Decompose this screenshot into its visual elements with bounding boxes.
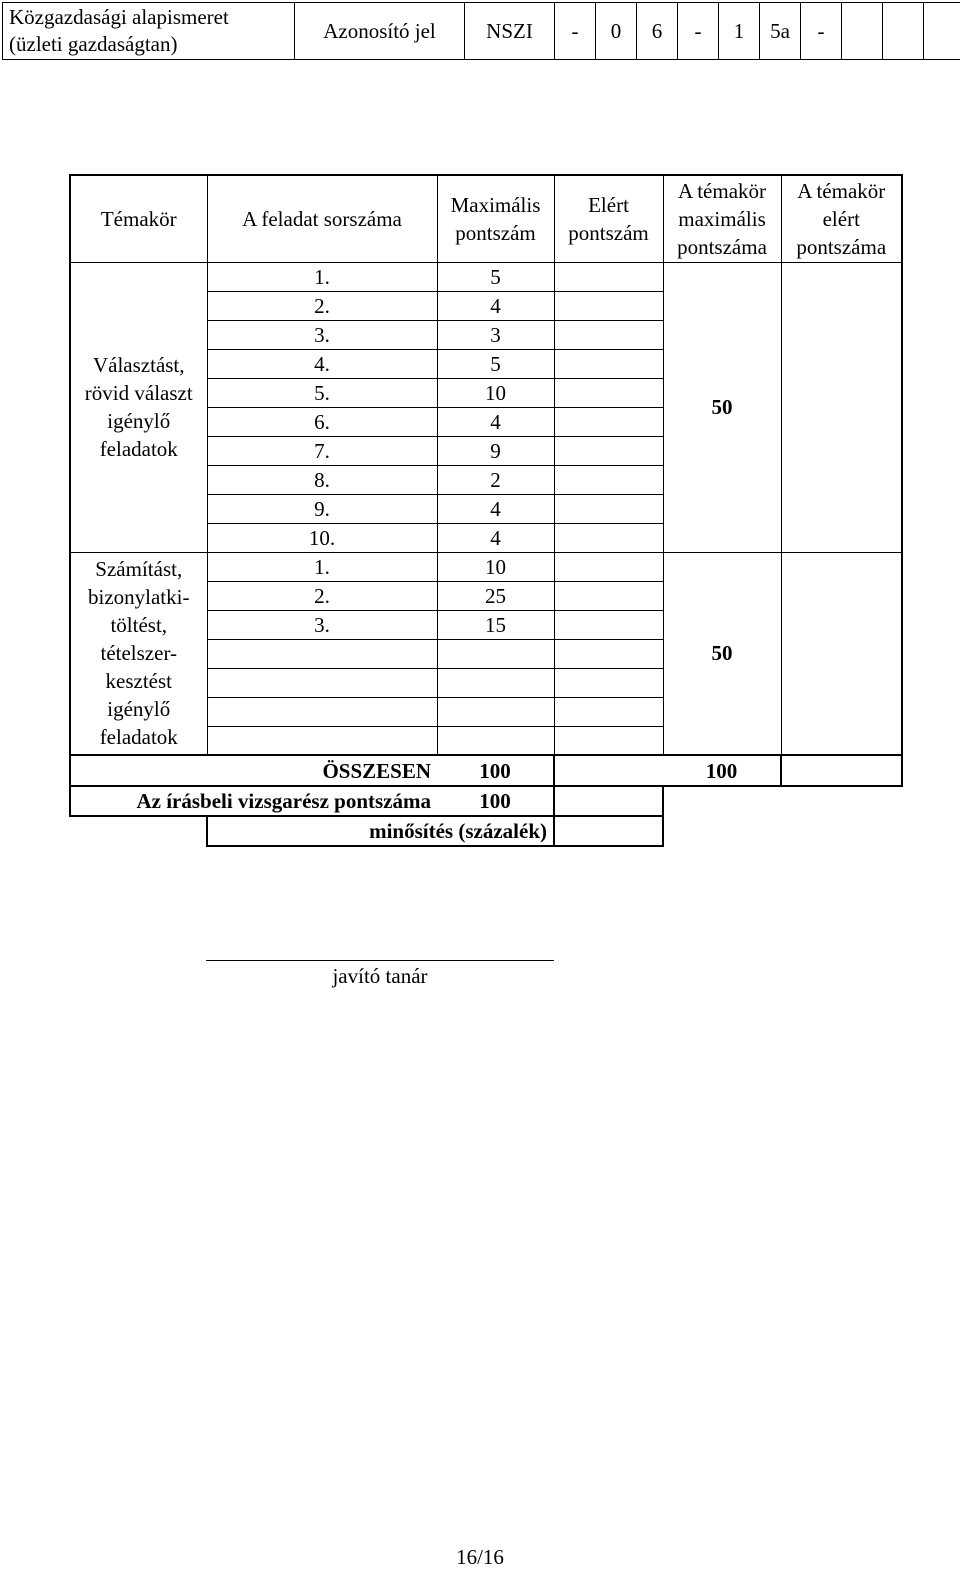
task-number: 8.	[207, 465, 437, 494]
id-cell-empty[interactable]	[924, 3, 960, 60]
task-number: 4.	[207, 349, 437, 378]
total-achieved-input[interactable]	[554, 755, 663, 786]
task-max: 2	[437, 465, 554, 494]
id-cell: 1	[719, 3, 760, 60]
task-max	[437, 697, 554, 726]
signature-line	[206, 960, 554, 961]
table-row	[70, 552, 902, 581]
id-cell-empty[interactable]	[842, 3, 883, 60]
task-max: 4	[437, 407, 554, 436]
id-cell: -	[678, 3, 719, 60]
task-achieved-input[interactable]	[554, 407, 663, 436]
task-number	[207, 726, 437, 755]
total-topic-max: 100	[663, 755, 781, 786]
task-achieved-input[interactable]	[554, 349, 663, 378]
header-topic: Témakör	[70, 175, 207, 262]
task-number: 3.	[207, 320, 437, 349]
task-number: 9.	[207, 494, 437, 523]
task-achieved-input[interactable]	[554, 610, 663, 639]
task-number: 7.	[207, 436, 437, 465]
topic-max-1: 50	[663, 262, 781, 552]
task-achieved-input[interactable]	[554, 552, 663, 581]
page-number: 16/16	[456, 1545, 504, 1569]
table-row	[70, 262, 902, 291]
task-max: 25	[437, 581, 554, 610]
exam-header	[2, 2, 960, 60]
task-max: 9	[437, 436, 554, 465]
task-achieved-input[interactable]	[554, 697, 663, 726]
header-topic-max: A témakör maximális pontszáma	[663, 175, 781, 262]
written-total-value: 100	[437, 786, 554, 816]
task-achieved-input[interactable]	[554, 668, 663, 697]
task-number: 1.	[207, 552, 437, 581]
id-cell: NSZI	[465, 3, 555, 60]
written-total-achieved-input[interactable]	[554, 786, 663, 816]
table-header-row	[70, 175, 902, 262]
total-label: ÖSSZESEN	[70, 755, 437, 786]
rating-row	[70, 816, 902, 846]
header-achieved-points: Elért pontszám	[554, 175, 663, 262]
task-number: 6.	[207, 407, 437, 436]
total-max: 100	[437, 755, 554, 786]
id-cell-empty[interactable]	[883, 3, 924, 60]
task-achieved-input[interactable]	[554, 465, 663, 494]
header-topic-achieved: A témakör elért pontszáma	[781, 175, 902, 262]
task-number: 10.	[207, 523, 437, 552]
id-cell: 6	[637, 3, 678, 60]
task-max: 5	[437, 349, 554, 378]
id-cell: -	[555, 3, 596, 60]
task-max: 15	[437, 610, 554, 639]
task-number: 2.	[207, 291, 437, 320]
task-achieved-input[interactable]	[554, 436, 663, 465]
task-achieved-input[interactable]	[554, 291, 663, 320]
task-number	[207, 639, 437, 668]
rating-label: minősítés (százalék)	[207, 816, 554, 846]
task-achieved-input[interactable]	[554, 262, 663, 291]
task-achieved-input[interactable]	[554, 320, 663, 349]
topic-achieved-input-2[interactable]	[781, 552, 902, 755]
task-achieved-input[interactable]	[554, 378, 663, 407]
task-max	[437, 668, 554, 697]
task-max	[437, 639, 554, 668]
id-label: Azonosító jel	[295, 3, 465, 60]
task-max: 10	[437, 378, 554, 407]
subject-title	[3, 3, 295, 60]
task-number: 3.	[207, 610, 437, 639]
task-achieved-input[interactable]	[554, 639, 663, 668]
task-max: 4	[437, 523, 554, 552]
rating-input[interactable]	[554, 816, 663, 846]
task-max: 3	[437, 320, 554, 349]
id-cell: 5a	[760, 3, 801, 60]
task-achieved-input[interactable]	[554, 523, 663, 552]
topic-achieved-input-1[interactable]	[781, 262, 902, 552]
task-number: 2.	[207, 581, 437, 610]
id-cell: 0	[596, 3, 637, 60]
task-achieved-input[interactable]	[554, 581, 663, 610]
written-total-row	[70, 786, 902, 816]
topic-cell-2: Számítást, bizonylatki-töltést, tételszer-kesztést igénylő feladatok	[70, 552, 207, 755]
total-row	[70, 755, 902, 786]
task-max: 5	[437, 262, 554, 291]
task-number	[207, 697, 437, 726]
total-topic-achieved-input[interactable]	[781, 755, 902, 786]
header-task-number: A feladat sorszáma	[207, 175, 437, 262]
task-max: 10	[437, 552, 554, 581]
topic-max-2: 50	[663, 552, 781, 755]
task-achieved-input[interactable]	[554, 494, 663, 523]
topic-cell-1: Választást, rövid választ igénylő feladatok	[70, 262, 207, 552]
task-achieved-input[interactable]	[554, 726, 663, 755]
id-cell: -	[801, 3, 842, 60]
score-table	[69, 174, 903, 847]
header-max-points: Maximális pontszám	[437, 175, 554, 262]
task-number: 1.	[207, 262, 437, 291]
signature-label: javító tanár	[332, 964, 428, 988]
subject-line-1: Közgazdasági alapismeret	[9, 5, 229, 29]
subject-line-2: (üzleti gazdaságtan)	[9, 32, 178, 56]
task-number	[207, 668, 437, 697]
written-total-label: Az írásbeli vizsgarész pontszáma	[70, 786, 437, 816]
task-number: 5.	[207, 378, 437, 407]
task-max	[437, 726, 554, 755]
task-max: 4	[437, 291, 554, 320]
task-max: 4	[437, 494, 554, 523]
